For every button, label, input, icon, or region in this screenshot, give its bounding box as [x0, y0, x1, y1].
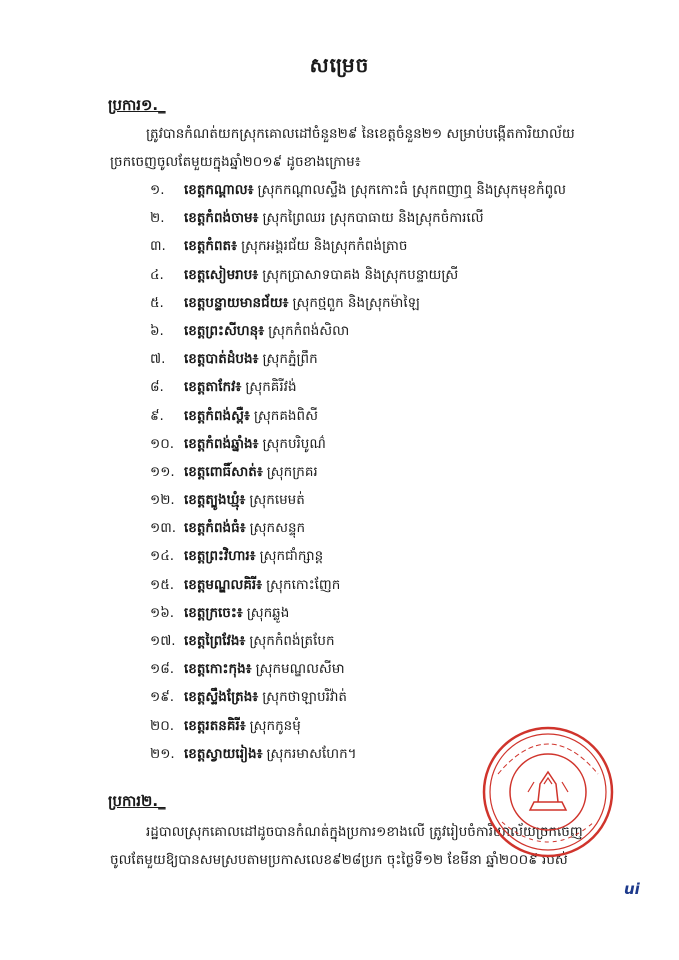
article-1-intro [110, 120, 650, 176]
item-number: ៩. [150, 407, 164, 424]
district-list-item [150, 655, 566, 683]
province-name: ខេត្តកោះកុង៖ [184, 661, 252, 678]
district-list-item [150, 571, 566, 599]
item-number: ៦. [150, 322, 164, 339]
province-name: ខេត្តស្ទឹងត្រែង៖ [184, 689, 259, 706]
province-name: ខេត្តតាកែវ៖ [184, 379, 242, 396]
corner-handwritten-mark: ui [624, 880, 640, 898]
district-list-item [150, 683, 566, 711]
district-names: ស្រុកប្រាសាទបាគង និងស្រុកបន្ទាយស្រី [262, 266, 459, 283]
district-names: ស្រុកឆ្លូង [246, 604, 290, 621]
item-number: ១៤. [150, 548, 175, 565]
province-name: ខេត្តកំពង់ធំ៖ [184, 520, 246, 537]
item-number: ៣. [150, 238, 166, 255]
district-names: ស្រុកបរិបូណ៌ [262, 435, 326, 452]
item-number: ១២. [150, 492, 175, 509]
district-names: ស្រុកក្រគរ [266, 463, 318, 480]
district-list-item [150, 232, 566, 260]
district-names: ស្រុកគងពិសី [253, 407, 318, 424]
district-names: ស្រុកកំពង់សិលា [268, 322, 350, 339]
province-name: ខេត្តសៀមរាប៖ [184, 266, 259, 283]
district-list-item [150, 317, 566, 345]
province-name: ខេត្តព្រះសីហនុ៖ [184, 322, 265, 339]
district-names: ស្រុកកោះញែក [266, 576, 341, 593]
district-list-item [150, 289, 566, 317]
item-number: ២០. [150, 717, 175, 734]
item-number: ១៩. [150, 689, 175, 706]
article-1-intro-line1: ត្រូវបានកំណត់យកស្រុកគោលដៅចំនួន២៩ នៃខេត្តចំនួន២១ សម្រាប់បង្កើតការិយាល័យ [146, 126, 575, 142]
district-names: ស្រុកគិរីវង់ [245, 379, 297, 396]
item-number: ១៣. [150, 520, 177, 537]
article-2-line2: ចូលតែមួយឱ្យបានសមស្របតាមប្រកាសលេខ៩២៨ប្រក ចុះថ្ងៃទី១២ ខែមីនា ឆ្នាំ២០០៩ របស់ [110, 852, 568, 868]
province-name: ខេត្តកណ្តាល៖ [184, 182, 254, 198]
item-number: ១៦. [150, 604, 175, 621]
article-2-line1: រដ្ឋបាលស្រុកគោលដៅដូចបានកំណត់ក្នុងប្រការ១ខាងលើ ត្រូវរៀបចំការិយាល័យច្រកចេញ [146, 824, 583, 840]
province-name: ខេត្តព្រះវិហារ៖ [184, 548, 256, 565]
district-names: ស្រុកជាំក្សាន្ត [259, 548, 324, 565]
district-names: ស្រុកភ្នំព្រឹក [262, 351, 318, 368]
district-names: ស្រុកមេមត់ [249, 492, 305, 509]
item-number: ២១. [150, 745, 175, 762]
district-names: ស្រុករមាសហែក។ [266, 745, 357, 762]
district-list-item [150, 458, 566, 486]
district-list-item [150, 430, 566, 458]
district-names: ស្រុកអង្គរជ័យ និងស្រុកកំពង់ត្រាច [241, 238, 408, 255]
district-names: ស្រុកថ្មពួក និងស្រុកម៉ាឡៃ [292, 294, 420, 311]
district-list-item [150, 514, 566, 542]
province-name: ខេត្តក្រចេះ៖ [184, 604, 243, 621]
district-list-item [150, 261, 566, 289]
item-number: ៧. [150, 351, 166, 368]
district-list-item [150, 176, 566, 204]
article-2-heading: ប្រការ២._ [108, 792, 166, 810]
district-list-item [150, 599, 566, 627]
district-list-item [150, 627, 566, 655]
article-1-intro-line2: ច្រកចេញចូលតែមួយក្នុងឆ្នាំ២០១៩ ដូចខាងក្រោម៖ [110, 154, 361, 170]
province-name: ខេត្តកំពង់ឆ្នាំង៖ [184, 435, 259, 452]
item-number: ៤. [150, 266, 164, 283]
item-number: ១០. [150, 435, 175, 452]
item-number: ១. [150, 182, 165, 198]
district-list-item [150, 204, 566, 232]
district-list-item [150, 486, 566, 514]
province-name: ខេត្តត្បូងឃ្មុំ៖ [184, 492, 246, 509]
item-number: ១៧. [150, 633, 176, 649]
province-name: ខេត្តកំពង់ស្ពឺ៖ [184, 407, 250, 424]
document-title: សម្រេច [309, 53, 370, 77]
province-name: ខេត្តបាត់ដំបង៖ [184, 351, 259, 368]
province-name: ខេត្តមណ្ឌលគិរី៖ [184, 576, 263, 593]
item-number: ៨. [150, 379, 164, 396]
province-name: ខេត្តព្រៃវែង៖ [184, 633, 246, 649]
item-number: ២. [150, 210, 165, 227]
district-names: ស្រុកកំពង់ត្របែក [249, 633, 335, 649]
district-list-item [150, 345, 566, 373]
district-names: ស្រុកថាឡាបរិវ៉ាត់ [262, 689, 348, 706]
district-names: ស្រុកមណ្ឌលសីមា [255, 661, 345, 678]
item-number: ១១. [150, 463, 175, 480]
district-list-item [150, 542, 566, 570]
province-name: ខេត្តស្វាយរៀង៖ [184, 745, 263, 762]
district-list-item [150, 402, 566, 430]
district-names: ស្រុកកូនមុំ [249, 717, 301, 734]
district-list [150, 176, 566, 768]
province-name: ខេត្តបន្ទាយមានជ័យ៖ [184, 294, 289, 311]
province-name: ខេត្តរតនគិរី៖ [184, 717, 246, 734]
district-names: ស្រុកកណ្តាលស្ទឹង ស្រុកកោះធំ ស្រុកពញាឮ និងស្រុកមុខកំពូល [257, 182, 566, 198]
province-name: ខេត្តពោធិ៍សាត់៖ [184, 463, 263, 480]
district-names: ស្រុកព្រៃឈរ ស្រុកបាធាយ និងស្រុកចំការលើ [262, 210, 484, 227]
item-number: ១៨. [150, 661, 175, 678]
item-number: ៥. [150, 294, 164, 311]
official-seal-stamp [478, 722, 618, 862]
district-list-item [150, 373, 566, 401]
province-name: ខេត្តកំពង់ចាម៖ [184, 210, 259, 227]
item-number: ១៥. [150, 576, 175, 593]
article-1-heading: ប្រការ១._ [108, 96, 166, 114]
district-names: ស្រុកសន្ទុក [249, 520, 306, 537]
province-name: ខេត្តកំពត៖ [184, 238, 238, 255]
